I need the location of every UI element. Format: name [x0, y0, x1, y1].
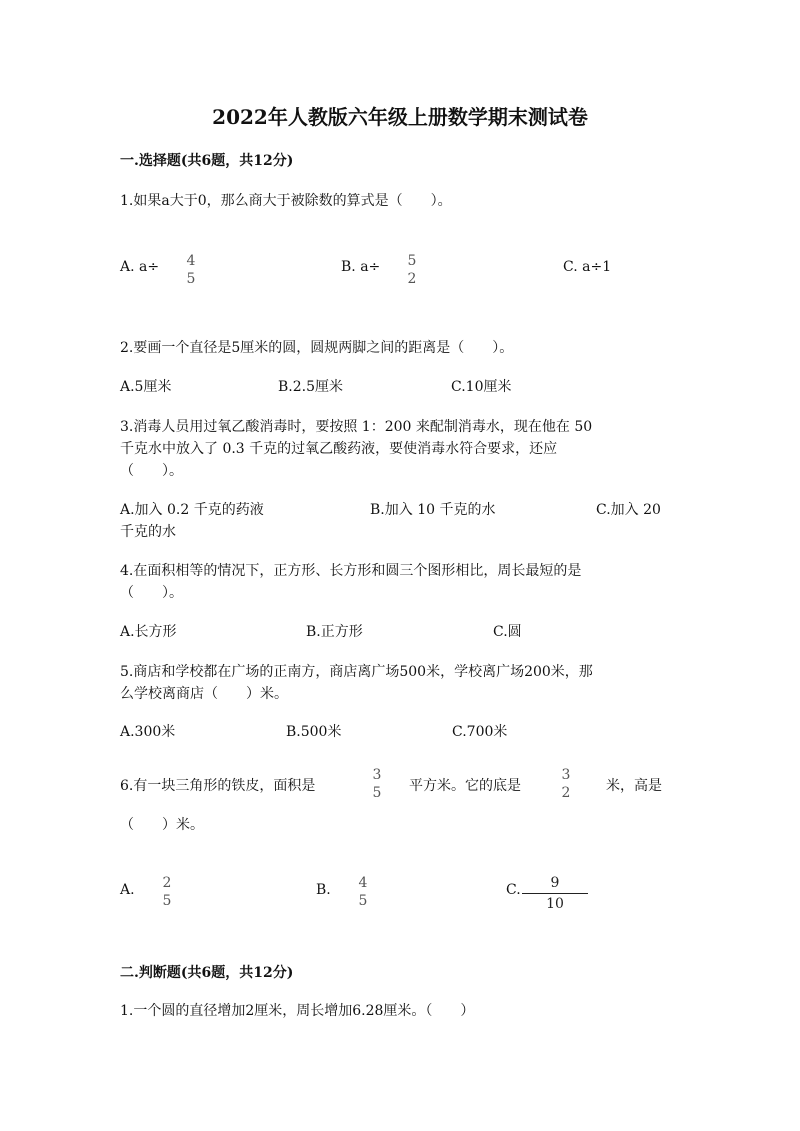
- question-3-line-3: （ ）。: [120, 463, 183, 479]
- question-3-line-2: 千克水中放入了 0.3 千克的过氧乙酸药液，要使消毒水符合要求，还应: [120, 441, 558, 457]
- q6-base-fraction: [556, 767, 576, 801]
- q4-option-c: C.圆: [493, 624, 522, 640]
- q4-option-a: A.长方形: [120, 624, 177, 640]
- q6-option-a: A.: [120, 882, 135, 898]
- question-1-stem: 1.如果a大于0，那么商大于被除数的算式是（ ）。: [120, 193, 452, 209]
- q2-option-c: C.10厘米: [451, 379, 512, 395]
- fraction-numerator: 3: [372, 767, 382, 783]
- section-heading-true-false: 二.判断题(共6题，共12分): [120, 965, 294, 981]
- question-5-line-2: 么学校离商店（ ）米。: [120, 686, 288, 702]
- q1-option-a-fraction: [181, 253, 201, 287]
- fraction-denominator: 5: [358, 893, 368, 909]
- question-6-part-1: 6.有一块三角形的铁皮，面积是: [120, 778, 316, 794]
- fraction-numerator: 4: [358, 875, 368, 891]
- q6-option-c: C.: [506, 882, 521, 898]
- fraction-denominator: 10: [546, 896, 564, 912]
- fraction-denominator: 2: [561, 785, 571, 801]
- q3-option-b: B.加入 10 千克的水: [370, 502, 496, 518]
- q1-option-b: B. a÷: [341, 259, 381, 275]
- q1-option-a: A. a÷: [120, 259, 160, 275]
- q3-option-c: C.加入 20: [596, 502, 661, 518]
- q5-option-c: C.700米: [452, 724, 508, 740]
- question-4-line-1: 4.在面积相等的情况下，正方形、长方形和圆三个图形相比，周长最短的是: [120, 563, 582, 579]
- fraction-numerator: 9: [550, 875, 560, 891]
- fraction-denominator: 2: [407, 271, 417, 287]
- q3-option-c-continued: 千克的水: [120, 524, 176, 540]
- fraction-numerator: 4: [186, 253, 196, 269]
- question-6-part-3: 米，高是: [606, 778, 662, 794]
- q1-option-b-fraction: [402, 253, 422, 287]
- question-6-part-2: 平方米。它的底是: [409, 778, 521, 794]
- section-heading-choice: 一.选择题(共6题，共12分): [120, 153, 294, 169]
- question-2-stem: 2.要画一个直径是5厘米的圆，圆规两脚之间的距离是（ ）。: [120, 340, 514, 356]
- q5-option-b: B.500米: [286, 724, 342, 740]
- q4-option-b: B.正方形: [306, 624, 363, 640]
- fraction-numerator: 3: [561, 767, 571, 783]
- true-false-question-1: 1.一个圆的直径增加2厘米，周长增加6.28厘米。（ ）: [120, 1003, 475, 1019]
- q5-option-a: A.300米: [120, 724, 176, 740]
- q2-option-a: A.5厘米: [120, 379, 172, 395]
- fraction-denominator: 5: [162, 893, 172, 909]
- page-title: 2022年人教版六年级上册数学期末测试卷: [212, 105, 588, 129]
- fraction-bar: [522, 893, 588, 894]
- question-5-line-1: 5.商店和学校都在广场的正南方，商店离广场500米，学校离广场200米，那: [120, 664, 593, 680]
- q6-option-a-fraction: [157, 875, 177, 909]
- q1-option-c: C. a÷1: [563, 259, 612, 275]
- fraction-numerator: 2: [162, 875, 172, 891]
- q6-option-b: B.: [316, 882, 331, 898]
- q6-option-c-fraction: [522, 875, 588, 912]
- q6-area-fraction: [367, 767, 387, 801]
- q2-option-b: B.2.5厘米: [278, 379, 344, 395]
- question-4-line-2: （ ）。: [120, 585, 183, 601]
- q6-option-b-fraction: [353, 875, 373, 909]
- fraction-numerator: 5: [407, 253, 417, 269]
- fraction-denominator: 5: [372, 785, 382, 801]
- fraction-denominator: 5: [186, 271, 196, 287]
- question-6-line-2: （ ）米。: [120, 817, 204, 833]
- question-3-line-1: 3.消毒人员用过氧乙酸消毒时，要按照 1：200 来配制消毒水，现在他在 50: [120, 419, 593, 435]
- q3-option-a: A.加入 0.2 千克的药液: [120, 502, 264, 518]
